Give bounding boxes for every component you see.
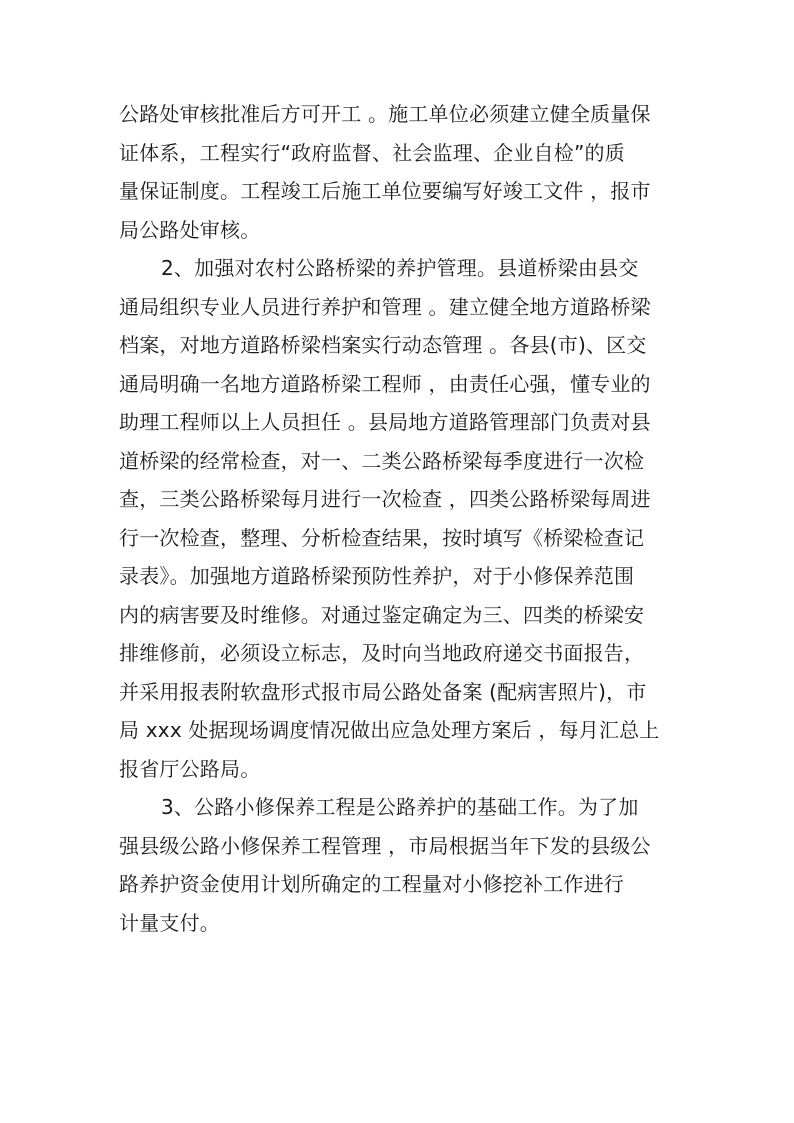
paragraph-2 xyxy=(119,249,684,788)
text-line: 局 xxx 处据现场调度情况做出应急处理方案后 ，每月汇总上 xyxy=(119,718,660,742)
text-line: 计量支付。 xyxy=(119,910,220,935)
text-line: 局公路处审核。 xyxy=(119,217,261,242)
text-line: 证体系，工程实行“政府监督、社会监理、企业自检”的质 xyxy=(119,140,625,165)
text-line: 路养护资金使用计划所确定的工程量对小修挖补工作进行 xyxy=(119,872,624,896)
text-line: 排维修前，必须设立标志，及时向当地政府递交书面报告， xyxy=(119,641,645,665)
text-line: 公路处审核批准后方可开工 。施工单位必须建立健全质量保 xyxy=(119,102,651,126)
text-line: 录表》。加强地方道路桥梁预防性养护，对于小修保养范围 xyxy=(119,564,635,588)
text-line: 档案，对地方道路桥梁档案实行动态管理 。各县(市)、区交 xyxy=(119,333,647,357)
paragraph-3 xyxy=(119,788,684,942)
text-line: 量保证制度。工程竣工后施工单位要编写好竣工文件 ，报市 xyxy=(119,179,651,203)
text-line: 助理工程师以上人员担任 。县局地方道路管理部门负责对县 xyxy=(119,410,651,434)
text-line: 并采用报表附软盘形式报市局公路处备案 (配病害照片)，市 xyxy=(119,679,647,704)
text-line: 内的病害要及时维修。对通过鉴定确定为三、四类的桥梁安 xyxy=(119,602,645,627)
body-text xyxy=(119,95,684,942)
text-line: 报省厅公路局。 xyxy=(119,756,261,781)
text-line: 通局组织专业人员进行养护和管理 。建立健全地方道路桥梁 xyxy=(119,294,651,319)
paragraph-1 xyxy=(119,95,684,249)
text-line: 强县级公路小修保养工程管理 ，市局根据当年下发的县级公 xyxy=(119,833,651,858)
text-line: 查，三类公路桥梁每月进行一次检查 ，四类公路桥梁每周进 xyxy=(119,487,651,511)
text-line: 行一次检查，整理、分析检查结果，按时填写《桥梁检查记 xyxy=(119,525,645,550)
text-line: 3、公路小修保养工程是公路养护的基础工作。为了加 xyxy=(161,795,639,819)
text-line: 通局明确一名地方道路桥梁工程师 ，由责任心强，懂专业的 xyxy=(119,371,651,396)
text-line: 2、加强对农村公路桥梁的养护管理。县道桥梁由县交 xyxy=(161,256,639,280)
text-line: 道桥梁的经常检查，对一、二类公路桥梁每季度进行一次检 xyxy=(119,448,645,473)
